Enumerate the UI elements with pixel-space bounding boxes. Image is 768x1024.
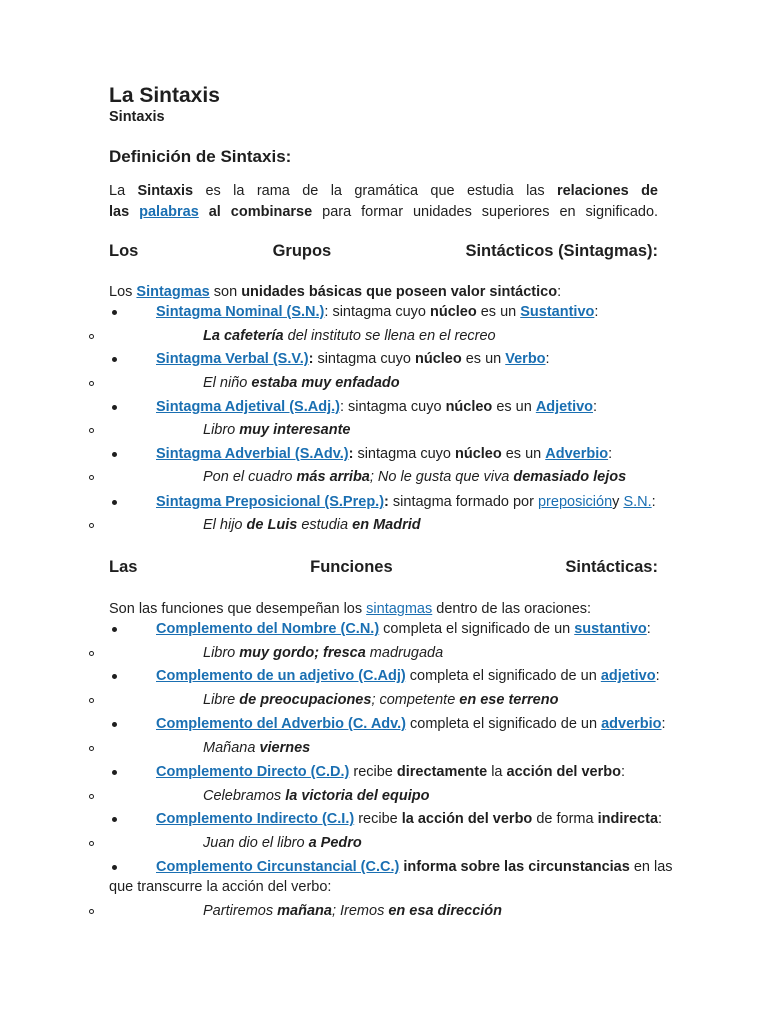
sublist-bullet xyxy=(89,428,94,433)
list-item: Sintagma Adverbial (S.Adv.): sintagma cuyo núcleo es un Adverbio: xyxy=(156,446,613,462)
list-bullet xyxy=(112,674,117,679)
adverbio-link[interactable]: Adverbio xyxy=(545,446,609,462)
definicion-paragraph-line1: La Sintaxis es la rama de la gramática que estudia las relaciones de xyxy=(109,183,658,199)
sustantivo-link[interactable]: Sustantivo xyxy=(520,304,595,320)
complemento-adverbio-link[interactable]: Complemento del Adverbio (C. Adv.) xyxy=(156,716,407,732)
complemento-directo-link[interactable]: Complemento Directo (C.D.) xyxy=(156,764,350,780)
sintagma-preposicional-link[interactable]: Sintagma Preposicional (S.Prep.) xyxy=(156,494,385,510)
grupos-intro: Los Sintagmas son unidades básicas que poseen valor sintáctico: xyxy=(109,284,562,300)
complemento-indirecto-link[interactable]: Complemento Indirecto (C.I.) xyxy=(156,811,355,827)
sustantivo-link[interactable]: sustantivo xyxy=(574,621,647,637)
page-subtitle: Sintaxis xyxy=(109,109,165,125)
definicion-heading: Definición de Sintaxis: xyxy=(109,147,292,166)
list-item: Complemento Circunstancial (C.C.) informa sobre las circunstancias en las xyxy=(156,859,673,875)
list-bullet xyxy=(112,310,117,315)
example-text: El niño estaba muy enfadado xyxy=(203,375,400,391)
list-bullet xyxy=(112,452,117,457)
complemento-circunstancial-link[interactable]: Complemento Circunstancial (C.C.) xyxy=(156,859,400,875)
complemento-adjetivo-link[interactable]: Complemento de un adjetivo (C.Adj) xyxy=(156,668,406,684)
definicion-paragraph-line2: las palabras al combinarse para formar unidades superiores en significado. xyxy=(109,204,659,220)
adjetivo-link[interactable]: adjetivo xyxy=(600,668,656,684)
sublist-bullet xyxy=(89,746,94,751)
list-item-continuation: que transcurre la acción del verbo: xyxy=(109,879,332,895)
example-text: Celebramos la victoria del equipo xyxy=(203,788,430,804)
list-bullet xyxy=(112,865,117,870)
sublist-bullet xyxy=(89,651,94,656)
sintagma-nominal-link[interactable]: Sintagma Nominal (S.N.) xyxy=(156,304,325,320)
sublist-bullet xyxy=(89,381,94,386)
list-bullet xyxy=(112,627,117,632)
list-bullet xyxy=(112,357,117,362)
list-item: Sintagma Adjetival (S.Adj.): sintagma cuyo núcleo es un Adjetivo: xyxy=(156,399,598,415)
sintagma-verbal-link[interactable]: Sintagma Verbal (S.V.) xyxy=(156,351,309,367)
adverbio-link[interactable]: adverbio xyxy=(601,716,662,732)
list-bullet xyxy=(112,817,117,822)
funciones-heading: Las Funciones Sintácticas: xyxy=(109,558,658,576)
list-bullet xyxy=(112,500,117,505)
sublist-bullet xyxy=(89,909,94,914)
grupos-heading: Los Grupos Sintácticos (Sintagmas): xyxy=(109,242,658,260)
example-text: Libro muy interesante xyxy=(203,422,351,438)
example-text: Mañana viernes xyxy=(203,740,311,756)
list-item: Complemento Directo (C.D.) recibe directamente la acción del verbo: xyxy=(156,764,625,780)
example-text: Juan dio el libro a Pedro xyxy=(203,835,362,851)
complemento-nombre-link[interactable]: Complemento del Nombre (C.N.) xyxy=(156,621,380,637)
sintagma-adjetival-link[interactable]: Sintagma Adjetival (S.Adj.) xyxy=(156,399,340,415)
sintagma-adverbial-link[interactable]: Sintagma Adverbial (S.Adv.) xyxy=(156,446,349,462)
list-item: Complemento Indirecto (C.I.) recibe la acción del verbo de forma indirecta: xyxy=(156,811,663,827)
sublist-bullet xyxy=(89,794,94,799)
list-item: Complemento de un adjetivo (C.Adj) completa el significado de un adjetivo: xyxy=(156,668,660,684)
example-text: Partiremos mañana; Iremos en esa dirección xyxy=(203,903,502,919)
sublist-bullet xyxy=(89,841,94,846)
example-text: Libro muy gordo; fresca madrugada xyxy=(203,645,444,661)
palabras-link[interactable]: palabras xyxy=(139,204,199,220)
list-item: Sintagma Nominal (S.N.): sintagma cuyo núcleo es un Sustantivo: xyxy=(156,304,599,320)
example-text: Pon el cuadro más arriba; No le gusta que viva demasiado lejos xyxy=(203,469,627,485)
sublist-bullet xyxy=(89,334,94,339)
page-title: La Sintaxis xyxy=(109,84,220,107)
funciones-intro: Son las funciones que desempeñan los sintagmas dentro de las oraciones: xyxy=(109,601,592,617)
verbo-link[interactable]: Verbo xyxy=(505,351,546,367)
list-item: Sintagma Preposicional (S.Prep.): sintagma formado por preposicióny S.N.: xyxy=(156,494,656,510)
sublist-bullet xyxy=(89,523,94,528)
example-text: El hijo de Luis estudia en Madrid xyxy=(203,517,421,533)
list-item: Sintagma Verbal (S.V.): sintagma cuyo núcleo es un Verbo: xyxy=(156,351,550,367)
example-text: La cafetería del instituto se llena en el recreo xyxy=(203,328,496,344)
list-bullet xyxy=(112,722,117,727)
list-bullet xyxy=(112,405,117,410)
example-text: Libre de preocupaciones; competente en ese terreno xyxy=(203,692,559,708)
sublist-bullet xyxy=(89,475,94,480)
adjetivo-link[interactable]: Adjetivo xyxy=(535,399,594,415)
list-bullet xyxy=(112,770,117,775)
sintagmas-link[interactable]: Sintagmas xyxy=(136,284,210,300)
list-item: Complemento del Nombre (C.N.) completa el significado de un sustantivo: xyxy=(156,621,651,637)
list-item: Complemento del Adverbio (C. Adv.) completa el significado de un adverbio: xyxy=(156,716,666,732)
sintagmas-funciones-link[interactable]: sintagmas xyxy=(366,601,433,617)
sn-link[interactable]: S.N. xyxy=(623,494,652,510)
sublist-bullet xyxy=(89,698,94,703)
preposicion-link[interactable]: preposición xyxy=(537,494,613,510)
